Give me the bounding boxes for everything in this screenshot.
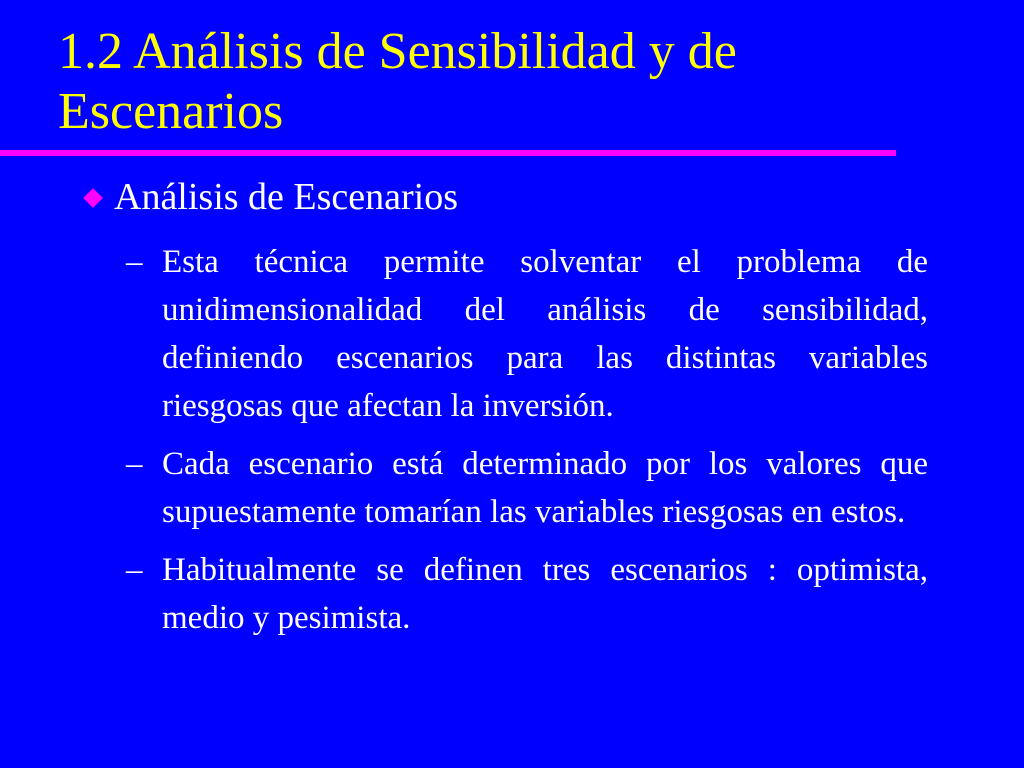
diamond-bullet-icon [83,188,103,208]
main-bullet-text: Análisis de Escenarios [114,176,459,218]
title-underline [0,150,896,156]
title-line-2: Escenarios [58,83,284,140]
slide-title [58,22,958,142]
dash-marker: – [126,446,143,482]
dash-marker: – [126,552,143,588]
subpoint-3 [126,546,928,642]
subpoint-text: Cada escenario está determinado por los valores que supuestamente tomarían las variables riesgosas en estos. [162,446,928,530]
dash-marker: – [126,244,143,280]
main-bullet [80,174,458,220]
subpoint-list [126,238,928,652]
subpoint-text: Habitualmente se definen tres escenarios : optimista, medio y pesimista. [162,552,928,636]
subpoint-text: Esta técnica permite solventar el problema de unidimensionalidad del análisis de sensibilidad, definiendo escenarios para las distintas variables riesgosas que afectan la inversión. [162,244,928,424]
title-line-1: 1.2 Análisis de Sensibilidad y de [58,23,737,80]
subpoint-1 [126,238,928,430]
subpoint-2 [126,440,928,536]
